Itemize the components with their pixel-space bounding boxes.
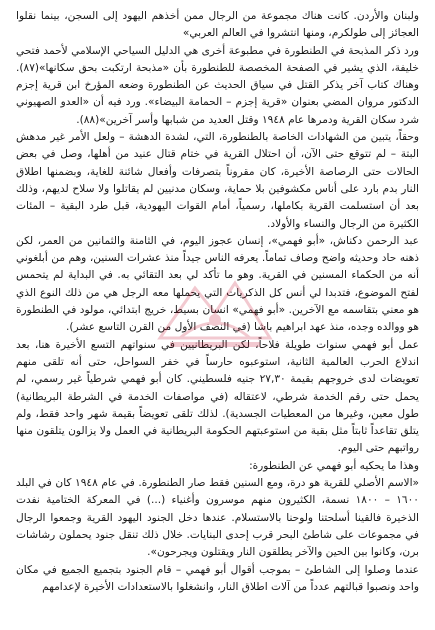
paragraph-2: ورد ذكر المذبحة في الطنطورة في مطبوعة أخرى هي الدليل السياحي الإسلامي لأحمد فتحي خليفة، الذي يشير في الصفحة المخصصة للطنطورة بأن «مذبحة ارتكبت بحق سكانها»(٨٧). وهناك كتاب آخر يذكر القتل في سياق الحديث عن الطنطورة وضعه المؤرخ ابن قرية إجزم الدكتور مروان المضي بعنوان «قرية إجزم – الحمامة البيضاء». ورد فيه أن «العدو الصهيوني شرد سكان القرية ودمرها عام ١٩٤٨ وقتل العديد من شبابها وأسر آخرين»(٨٨). (16, 44, 419, 126)
paragraph-7: «الاسم الأصلي للقرية هو درة، ومع السنين فقط صار الطنطورة. في عام ١٩٤٨ كان في البلد ١٦٠٠ – ١٨٠٠ نسمة، الكثيرون منهم موسرون وأغنياء (...) في المعركة الختامية نفدت الذخيرة فالقينا أسلحتنا ولوحنا بالاستسلام. عندها دخل الجنود اليهود القرية وجمعوا الرجال في مجموعات على شاطئ البحر قرب إحدى البنايات. خلال ذلك تنقل جنود يحملون رشاشات برن، وكانوا بين الحين والآخر يطلقون النار ويقتلون ويجرحون». (16, 477, 420, 559)
paragraph-6: وهذا ما يحكيه أبو فهمي عن الطنطورة: (249, 459, 419, 472)
paragraph-4: عبد الرحمن دكناش، «أبو فهمي»، إنسان عجوز اليوم، في الثامنة والثمانين من العمر، لكن ذهنه حاد وحديثه واضح وصاف تماماً. يعرفه الناس جيداً منذ عشرات السنين، وهم من أبلغوني أنه من الحكماء المسنين في القرية. وهو ما تأكد لي بعد التقائي به. في البداية لم يتحمس لفتح الموضوع، فتدبدا لي أنس كل الذكريات التي يحملها معه الرجل هي من ذلك النوع الذي هو معني بتقاسمه مع الآخرين. «أبو فهمي» انسان بسيط، خريج ابتدائي، مولود في الطنطورة هو ووالده وجده، منذ عهد ابراهيم باشا (في النصف الأول من القرن التاسع عشر). (16, 234, 419, 334)
paragraph-1: ولبنان والأردن. كانت هناك مجموعة من الرجال ممن أخذهم اليهود إلى السجن، بينما نقلوا العجائز إلى طولكرم، ومنها انتشروا في العالم العربي» (16, 10, 419, 40)
paragraph-8: عندما وصلوا إلى الشاطئ – بموجب أقوال أبو فهمي – قام الجنود بتجميع الجميع في مكان واحد ونصبوا قبالتهم عدداً من آلات اطلاق النار، وانشغلوا بالاستعدادات الأخيرة لإعدامهم (16, 563, 419, 593)
body-text (16, 8, 419, 596)
paragraph-5: عمل أبو فهمي سنوات طويلة فلاحاً، لكن البريطانيين في سنواتهم التسع الأخيرة هنا، بعد اندلاع الحرب العالمية الثانية، استوعبوه حارساً في خفر السواحل، حتى أنه تلقى منهم تعويضات لدى خروجهم بقيمة ٢٧,٣٠ جنيه فلسطيني. كان أبو فهمي شرطياً غير رسمي، لم يحمل حتى رقم الخدمة شرطي، لاعتقاله (في مواصفات الخدمة في الشرطة البريطانية) طول معين، وغيرها من المعطيات الجسدية). لذلك تلقى تعويضاً بقيمة شهر واحد فقط، ولم يتلق تقاعداً ثابتاً مثل بقية من استوعبتهم الحكومة البريطانية في العمل ولا يزالون يتلقون منها رواتبهم حتى اليوم. (16, 338, 420, 455)
paragraph-3: وحقاً، يتبين من الشهادات الخاصة بالطنطورة، التي، لشدة الدهشة – ولعل الأمر غير مدهش البتة – لم تتوقع حتى الآن، أن احتلال القرية في ختام قتال عنيد من أهلها، وصل في بعض الحالات حتى الرصاصة الأخيرة، كان مقروناً بتصرفات وأفعال شائنة للغاية، وبضمنها اطلاق النار بدم بارد على أناس مكشوفين بلا حماية، وسكان مدنيين لم يقاتلوا ولا سلاح لديهم، وذلك بعد أن استسلمت القرية بكاملها، رسمياً، أمام القوات اليهودية، قبل طرد البقية – المئات الكثيرة من الرجال والنساء والأولاد. (16, 131, 419, 230)
